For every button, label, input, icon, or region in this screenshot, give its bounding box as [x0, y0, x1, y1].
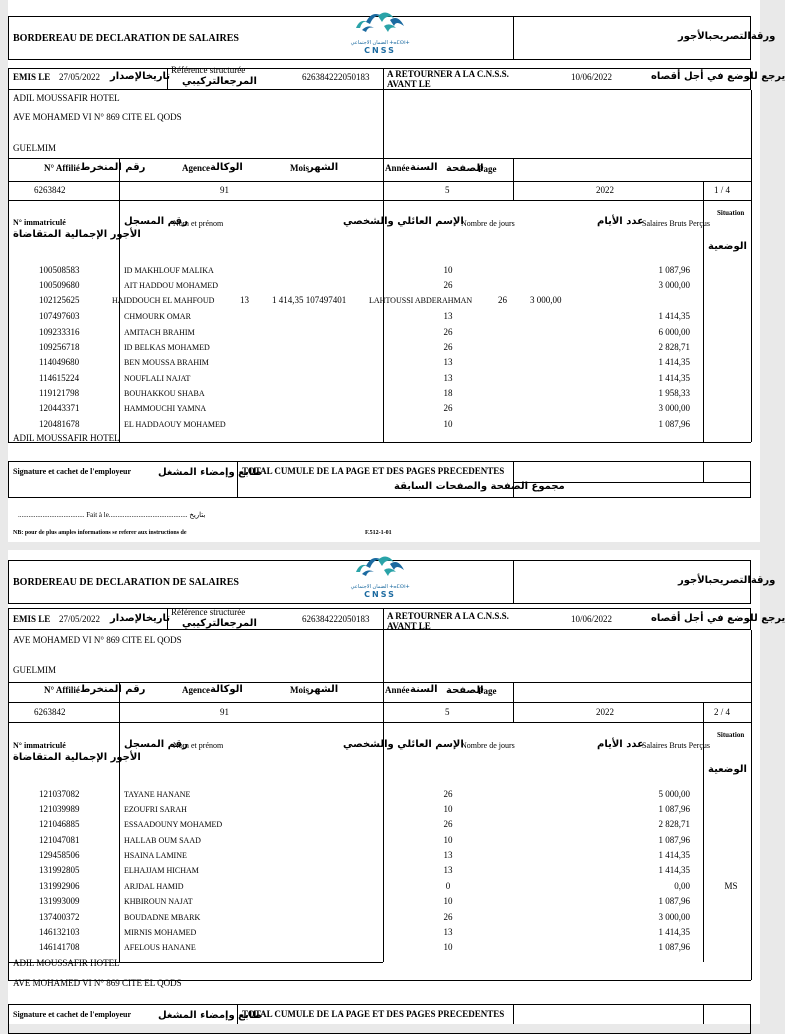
col-jours: Nombre de jours: [461, 219, 515, 228]
mois-value: 5: [445, 707, 450, 717]
cell-immat: 131993009: [39, 896, 80, 906]
cell-salary: 1 414,35: [658, 865, 690, 875]
cell-days: 13: [443, 850, 453, 860]
cell-name: HAMMOUCHI YAMNA: [124, 404, 207, 413]
cell-immat: 129458506: [39, 850, 80, 860]
col-jours: Nombre de jours: [461, 741, 515, 750]
signature-label: Signature et cachet de l'employeur: [13, 1010, 132, 1019]
cell-immat: 100508583: [39, 265, 80, 275]
cell-days: 10: [443, 419, 453, 429]
retour-line1: A RETOURNER A LA C.N.S.S.: [387, 69, 509, 79]
col-jours-ar: عدد الأيام: [597, 216, 644, 227]
cell-immat: 109256718: [39, 342, 80, 352]
cell-immat: 114615224: [39, 373, 80, 383]
fait-line: ...................................... Fait à le............................................. بتاريخ: [18, 511, 206, 519]
signature-ar: طابع وإمضاء المشغل: [158, 1010, 262, 1021]
page-label: Page: [478, 686, 497, 696]
retour-ar: يرجع للوضع في أجل أقصاه: [651, 613, 785, 624]
cell-days: 26: [443, 342, 453, 352]
total-label: TOTAL CUMULE DE LA PAGE ET DES PAGES PRECEDENTES: [242, 1009, 505, 1019]
col-salaires-ar: الأجور الإجمالية المتقاضاة: [13, 229, 141, 240]
retour-line2: AVANT LE: [387, 79, 431, 89]
annee-label: Année: [385, 163, 410, 173]
col-immat-ar: رقم المسجل: [124, 739, 188, 750]
emis-le-label: EMIS LE: [13, 72, 51, 82]
cell-immat: 121037082: [39, 789, 80, 799]
cell-name: NOUFLALI NAJAT: [124, 374, 191, 383]
retour-line2: AVANT LE: [387, 621, 431, 631]
nb-note: NB: pour de plus amples informations se referer aux instructions de: [13, 530, 187, 536]
annee-ar: السنة: [410, 684, 438, 695]
cell-immat: 121046885: [39, 819, 80, 829]
cell-days: 26: [443, 819, 453, 829]
form-code: F.512-1-01: [365, 530, 392, 536]
total-ar: مجموع الصفحة والصفحات السابقة: [394, 481, 565, 492]
cell-days: 26: [443, 403, 453, 413]
cell-salary: 1 087,96: [658, 419, 690, 429]
cell-salary: 1 087,96: [658, 804, 690, 814]
cnss-logo: [350, 550, 410, 599]
cell-name: HALLAB OUM SAAD: [124, 836, 201, 845]
cell-days: 26: [443, 327, 453, 337]
cell-days: 13: [443, 311, 453, 321]
emis-le-ar: تاريخالإصدار: [110, 71, 171, 82]
cell-name: BOUDADNE MBARK: [124, 913, 201, 922]
cell-days: 18: [443, 388, 453, 398]
retour-date: 10/06/2022: [571, 614, 613, 624]
employer-address: AVE MOHAMED VI N° 869 CITE EL QODS: [13, 635, 182, 645]
ref-label: Référence structurée: [171, 65, 246, 75]
cell-name: AIT HADDOU MOHAMED: [124, 281, 219, 290]
cell-immat: 109233316: [39, 327, 80, 337]
employer-name-footer: ADIL MOUSSAFIR HOTEL: [13, 958, 120, 968]
declaration-page-1: [8, 0, 785, 542]
cell-name: ELHAJJAM HICHAM: [124, 866, 199, 875]
cell-days: 26: [498, 295, 507, 305]
ref-value: 626384222050183: [302, 72, 370, 82]
cell-days: 13: [443, 927, 453, 937]
cell-salary: 1 414,35: [658, 311, 690, 321]
col-jours-ar: عدد الأيام: [597, 739, 644, 750]
col-situation: Situation: [717, 731, 745, 739]
employer-address: AVE MOHAMED VI N° 869 CITE EL QODS: [13, 112, 182, 122]
ref-label: Référence structurée: [171, 607, 246, 617]
page-ar: الصفحة: [446, 163, 484, 174]
logo-cnss: CNSS: [364, 46, 396, 55]
cell-immat: 131992906: [39, 881, 80, 891]
cell-salary: 3 000,00: [658, 280, 690, 290]
ref-ar: المرجعالتركيبي: [182, 618, 257, 629]
cell-salary: 1 087,96: [658, 896, 690, 906]
cell-immat: 146141708: [39, 942, 80, 952]
cell-days: 13: [443, 357, 453, 367]
col-salaires: Salaires Bruts Perçus: [642, 741, 710, 750]
cell-immat: 107497603: [39, 311, 80, 321]
col-situation: Situation: [717, 209, 745, 217]
cell-immat: 114049680: [39, 357, 80, 367]
col-immat: N° immatriculé: [13, 218, 66, 227]
cell-days: 26: [443, 280, 453, 290]
cell-days: 13: [240, 295, 249, 305]
cell-days: 0: [445, 881, 451, 891]
emis-le-ar: تاريخالإصدار: [110, 613, 171, 624]
retour-ar: يرجع للوضع في أجل أقصاه: [651, 71, 785, 82]
cell-immat: 102125625: [39, 295, 80, 305]
mois-label: Mois: [290, 163, 309, 173]
cell-name: EL HADDAOUY MOHAMED: [124, 420, 226, 429]
cell-immat: 121047081: [39, 835, 80, 845]
cell-immat: 146132103: [39, 927, 80, 937]
col-nom: Nom et prénom: [173, 219, 224, 228]
form-title: BORDEREAU DE DECLARATION DE SALAIRES: [13, 577, 239, 588]
cell-days: 10: [443, 804, 453, 814]
cell-salary: 1 414,35: [658, 850, 690, 860]
cell-days: 26: [443, 912, 453, 922]
cell-name: TAYANE HANANE: [124, 790, 191, 799]
cell-days: 26: [443, 789, 453, 799]
form-title: BORDEREAU DE DECLARATION DE SALAIRES: [13, 33, 239, 44]
cell-name: AMITACH BRAHIM: [124, 328, 195, 337]
cell-days: 10: [443, 896, 453, 906]
form-title-ar: ورقةالتصريحبالأجور: [678, 31, 776, 42]
cell-name: HSAINA LAMINE: [124, 851, 187, 860]
cell-salary: 1 087,96: [658, 265, 690, 275]
cell-days: 13: [443, 373, 453, 383]
cell-name: ID MAKHLOUF MALIKA: [124, 266, 214, 275]
cell-immat: 119121798: [39, 388, 80, 398]
cell-salary: 1 414,35: [658, 927, 690, 937]
cell-immat: 100509680: [39, 280, 80, 290]
mois-ar: الشهر: [308, 684, 339, 695]
form-title-ar: ورقةالتصريحبالأجور: [678, 575, 776, 586]
signature-ar: طابع وإمضاء المشغل: [158, 467, 262, 478]
cell-name: EZOUFRI SARAH: [124, 805, 187, 814]
col-nom: Nom et prénom: [173, 741, 224, 750]
annee-label: Année: [385, 685, 410, 695]
page-label: Page: [478, 164, 497, 174]
agence-label: Agence: [182, 163, 210, 173]
cell-name: ID BELKAS MOHAMED: [124, 343, 210, 352]
page-ar: الصفحة: [446, 685, 484, 696]
logo-cnss: CNSS: [364, 590, 396, 599]
retour-date: 10/06/2022: [571, 72, 613, 82]
col-nom-ar: الإسم العائلي والشخصي: [343, 216, 464, 227]
col-immat-ar: رقم المسجل: [124, 216, 188, 227]
annee-ar: السنة: [410, 162, 438, 173]
cell-name: BOUHAKKOU SHABA: [124, 389, 205, 398]
cell-situation: MS: [724, 881, 738, 891]
col-nom-ar: الإسم العائلي والشخصي: [343, 739, 464, 750]
cell-salary: 0,00: [674, 881, 690, 891]
annee-value: 2022: [596, 185, 614, 195]
cell-immat: 131992805: [39, 865, 80, 875]
cell-salary: 3 000,00: [658, 912, 690, 922]
cell-salary: 2 828,71: [658, 342, 690, 352]
retour-line1: A RETOURNER A LA C.N.S.S.: [387, 611, 509, 621]
cell-salary: 2 828,71: [658, 819, 690, 829]
affilie-value: 6263842: [34, 185, 66, 195]
cell-name: MIRNIS MOHAMED: [124, 928, 197, 937]
agence-label: Agence: [182, 685, 210, 695]
cell-salary-immat: 1 414,35 107497401: [272, 295, 347, 305]
col-salaires: Salaires Bruts Perçus: [642, 219, 710, 228]
cell-salary: 6 000,00: [658, 327, 690, 337]
cell-days: 10: [443, 835, 453, 845]
annee-value: 2022: [596, 707, 614, 717]
cell-name: KHBIROUN NAJAT: [124, 897, 193, 906]
cell-name: ESSAADOUNY MOHAMED: [124, 820, 223, 829]
mois-ar: الشهر: [308, 162, 339, 173]
cnss-logo: [350, 6, 410, 55]
page-number: 1 / 4: [714, 185, 731, 195]
cell-days: 13: [443, 865, 453, 875]
affilie-ar: رقم المنخرط: [80, 684, 146, 695]
ref-ar: المرجعالتركيبي: [182, 76, 257, 87]
employer-city: GUELMIM: [13, 143, 56, 153]
agence-ar: الوكالة: [210, 684, 243, 695]
cell-salary: 5 000,00: [658, 789, 690, 799]
col-situation-ar: الوضعية: [708, 764, 747, 775]
cnss-logo-icon: [350, 6, 410, 40]
total-label: TOTAL CUMULE DE LA PAGE ET DES PAGES PRECEDENTES: [242, 466, 505, 476]
agence-value: 91: [220, 707, 229, 717]
emis-le-value: 27/05/2022: [59, 614, 101, 624]
affilie-value: 6263842: [34, 707, 66, 717]
cell-salary: 1 087,96: [658, 835, 690, 845]
cell-salary: 3 000,00: [530, 295, 562, 305]
employer-address-footer: AVE MOHAMED VI N° 869 CITE EL QODS: [13, 978, 182, 988]
cell-name: ARJDAL HAMID: [124, 882, 184, 891]
employer-city: GUELMIM: [13, 665, 56, 675]
ref-value: 626384222050183: [302, 614, 370, 624]
logo-text: الضمان الاجتماعي ⵜⴰⵎⵙⵏⵜ: [350, 40, 410, 46]
cell-immat: 137400372: [39, 912, 80, 922]
affilie-label: N° Affilié: [44, 685, 80, 695]
employer-name-footer: ADIL MOUSSAFIR HOTEL: [13, 433, 120, 443]
col-immat: N° immatriculé: [13, 741, 66, 750]
cell-days: 10: [443, 942, 453, 952]
cell-immat: 120481678: [39, 419, 80, 429]
cell-name: HAIDDOUCH EL MAHFOUD: [112, 296, 215, 305]
agence-ar: الوكالة: [210, 162, 243, 173]
emis-le-label: EMIS LE: [13, 614, 51, 624]
employer-name: ADIL MOUSSAFIR HOTEL: [13, 93, 120, 103]
page-number: 2 / 4: [714, 707, 731, 717]
affilie-ar: رقم المنخرط: [80, 162, 146, 173]
cell-days: 10: [443, 265, 453, 275]
cell-salary: 1 958,33: [658, 388, 690, 398]
col-salaires-ar: الأجور الإجمالية المتقاضاة: [13, 752, 141, 763]
col-situation-ar: الوضعية: [708, 241, 747, 252]
cell-salary: 1 414,35: [658, 357, 690, 367]
mois-value: 5: [445, 185, 450, 195]
cell-name: AFELOUS HANANE: [124, 943, 196, 952]
cnss-logo-icon: [350, 550, 410, 584]
affilie-label: N° Affilié: [44, 163, 80, 173]
cell-immat: 120443371: [39, 403, 80, 413]
agence-value: 91: [220, 185, 229, 195]
cell-salary: 3 000,00: [658, 403, 690, 413]
mois-label: Mois: [290, 685, 309, 695]
emis-le-value: 27/05/2022: [59, 72, 101, 82]
cell-salary: 1 414,35: [658, 373, 690, 383]
signature-label: Signature et cachet de l'employeur: [13, 467, 132, 476]
logo-text: الضمان الاجتماعي ⵜⴰⵎⵙⵏⵜ: [350, 584, 410, 590]
cell-immat: 121039989: [39, 804, 80, 814]
declaration-page-2: [8, 550, 785, 1024]
cell-name: BEN MOUSSA BRAHIM: [124, 358, 209, 367]
cell-salary: 1 087,96: [658, 942, 690, 952]
cell-name: LAHTOUSSI ABDERAHMAN: [369, 296, 473, 305]
cell-name: CHMOURK OMAR: [124, 312, 191, 321]
